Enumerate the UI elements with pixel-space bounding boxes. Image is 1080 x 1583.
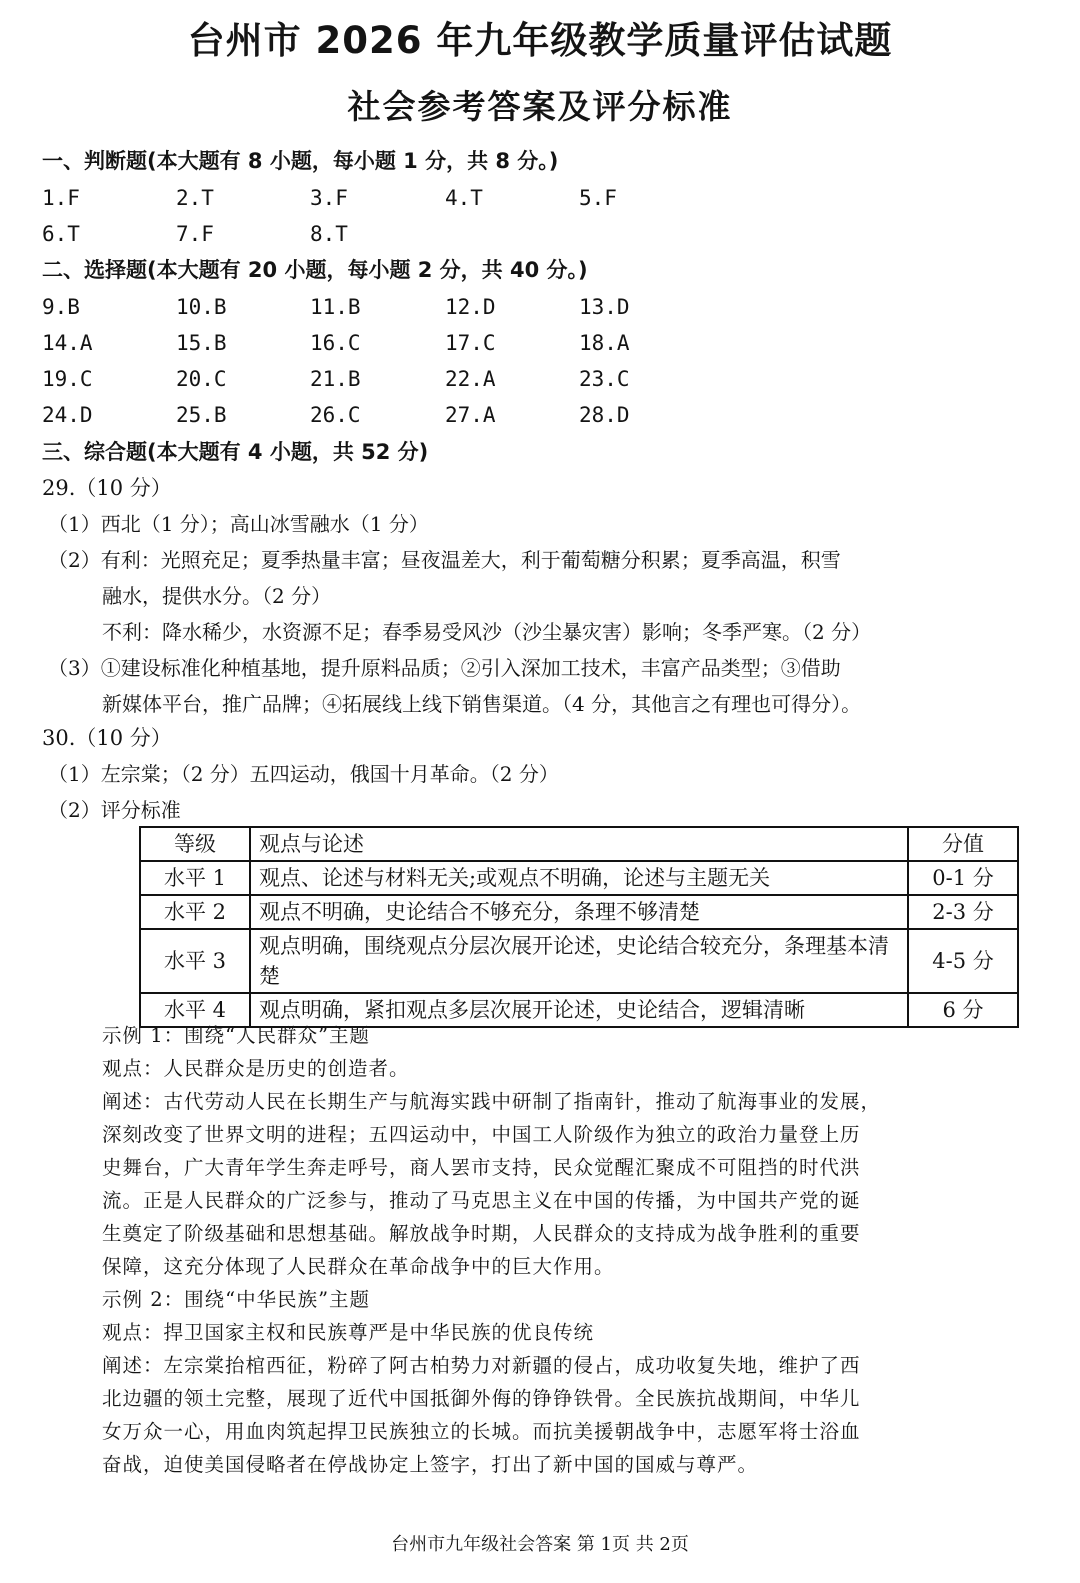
- answer-item: 23.C: [579, 367, 630, 391]
- answer-item: 14.A: [42, 331, 93, 355]
- answer-item: 17.C: [445, 331, 496, 355]
- example1-line: 史舞台，广大青年学生奔走呼号，商人罢市支持，民众觉醒汇聚成不可阻挡的时代洪: [102, 1156, 861, 1179]
- section1-heading: 一、判断题(本大题有 8 小题，每小题 1 分，共 8 分。): [42, 149, 559, 173]
- q29-heading: 29.（10 分）: [42, 476, 172, 500]
- example2-line: 女万众一心，用血肉筑起捍卫民族独立的长城。而抗美援朝战争中，志愿军将士浴血: [102, 1420, 861, 1443]
- q29-part3-line1: （3）①建设标准化种植基地，提升原料品质；②引入深加工技术，丰富产品类型；③借助: [48, 656, 841, 680]
- answer-item: 18.A: [579, 331, 630, 355]
- q29-part3-line2: 新媒体平台，推广品牌；④拓展线上线下销售渠道。（4 分，其他言之有理也可得分）。: [102, 692, 862, 716]
- rubric-score: 2-3 分: [908, 895, 1018, 929]
- rubric-score: 6 分: [908, 993, 1018, 1027]
- column-header-score: 分值: [908, 827, 1018, 861]
- rubric-description: 观点、论述与材料无关;或观点不明确，论述与主题无关: [250, 861, 908, 895]
- q30-heading: 30.（10 分）: [42, 726, 172, 750]
- q30-part1: （1）左宗棠；（2 分）五四运动，俄国十月革命。（2 分）: [48, 762, 559, 786]
- answer-item: 21.B: [310, 367, 361, 391]
- answer-item: 25.B: [176, 403, 227, 427]
- answer-item: 10.B: [176, 295, 227, 319]
- answer-item: 11.B: [310, 295, 361, 319]
- rubric-level: 水平 1: [140, 861, 250, 895]
- column-header-description: 观点与论述: [250, 827, 908, 861]
- rubric-description: 观点明确，紧扣观点多层次展开论述，史论结合，逻辑清晰: [250, 993, 908, 1027]
- example1-line: 流。正是人民群众的广泛参与，推动了马克思主义在中国的传播，为中国共产党的诞: [102, 1189, 861, 1212]
- answer-item: 12.D: [445, 295, 496, 319]
- q30-part2: （2）评分标准: [48, 798, 181, 822]
- answer-item: 4.T: [445, 186, 483, 210]
- example1-line: 阐述：古代劳动人民在长期生产与航海实践中研制了指南针，推动了航海事业的发展，: [102, 1090, 882, 1113]
- rubric-score: 0-1 分: [908, 861, 1018, 895]
- example1-viewpoint: 观点：人民群众是历史的创造者。: [102, 1057, 410, 1080]
- example1-line: 生奠定了阶级基础和思想基础。解放战争时期，人民群众的支持成为战争胜利的重要: [102, 1222, 861, 1245]
- answer-item: 13.D: [579, 295, 630, 319]
- answer-item: 2.T: [176, 186, 214, 210]
- table-row: [140, 895, 1018, 929]
- example1-line: 深刻改变了世界文明的进程；五四运动中，中国工人阶级作为独立的政治力量登上历: [102, 1123, 861, 1146]
- q29-part1: （1）西北（1 分）；高山冰雪融水（1 分）: [48, 512, 429, 536]
- answer-item: 5.F: [579, 186, 617, 210]
- answer-item: 26.C: [310, 403, 361, 427]
- rubric-table: [139, 826, 1019, 1028]
- rubric-level: 水平 3: [140, 929, 250, 993]
- rubric-description: 观点明确，围绕观点分层次展开论述，史论结合较充分，条理基本清楚: [250, 929, 908, 993]
- document-title: 台州市 2026 年九年级教学质量评估试题: [187, 19, 893, 62]
- answer-item: 20.C: [176, 367, 227, 391]
- answer-item: 1.F: [42, 186, 80, 210]
- page-footer: 台州市九年级社会答案 第 1页 共 2页: [391, 1534, 689, 1555]
- q29-part2-line3: 不利：降水稀少，水资源不足；春季易受风沙（沙尘暴灾害）影响；冬季严寒。（2 分）: [102, 620, 872, 644]
- answer-item: 28.D: [579, 403, 630, 427]
- answer-item: 3.F: [310, 186, 348, 210]
- rubric-score: 4-5 分: [908, 929, 1018, 993]
- example2-line: 北边疆的领土完整，展现了近代中国抵御外侮的铮铮铁骨。全民族抗战期间，中华儿: [102, 1387, 861, 1410]
- example1-line: 保障，这充分体现了人民群众在革命战争中的巨大作用。: [102, 1255, 615, 1278]
- q29-part2-line1: （2）有利：光照充足；夏季热量丰富；昼夜温差大，利于葡萄糖分积累；夏季高温，积雪: [48, 548, 841, 572]
- q29-part2-line2: 融水，提供水分。（2 分）: [102, 584, 332, 608]
- table-header-row: [140, 827, 1018, 861]
- example2-line: 阐述：左宗棠抬棺西征，粉碎了阿古柏势力对新疆的侵占，成功收复失地，维护了西: [102, 1354, 861, 1377]
- column-header-level: 等级: [140, 827, 250, 861]
- example2-line: 奋战，迫使美国侵略者在停战协定上签字，打出了新中国的国威与尊严。: [102, 1453, 759, 1476]
- example2-title: 示例 2：围绕“中华民族”主题: [102, 1288, 371, 1311]
- answer-item: 9.B: [42, 295, 80, 319]
- answer-item: 16.C: [310, 331, 361, 355]
- section3-heading: 三、综合题(本大题有 4 小题，共 52 分): [42, 440, 429, 464]
- example2-viewpoint: 观点：捍卫国家主权和民族尊严是中华民族的优良传统: [102, 1321, 595, 1344]
- table-row: [140, 861, 1018, 895]
- section2-heading: 二、选择题(本大题有 20 小题，每小题 2 分，共 40 分。): [42, 258, 588, 282]
- document-subtitle: 社会参考答案及评分标准: [347, 87, 733, 126]
- rubric-description: 观点不明确，史论结合不够充分，条理不够清楚: [250, 895, 908, 929]
- rubric-level: 水平 2: [140, 895, 250, 929]
- answer-item: 22.A: [445, 367, 496, 391]
- answer-item: 7.F: [176, 222, 214, 246]
- answer-item: 24.D: [42, 403, 93, 427]
- answer-item: 27.A: [445, 403, 496, 427]
- answer-item: 6.T: [42, 222, 80, 246]
- answer-item: 19.C: [42, 367, 93, 391]
- example1-title: 示例 1：围绕“人民群众”主题: [102, 1024, 371, 1047]
- answer-item: 15.B: [176, 331, 227, 355]
- rubric-level: 水平 4: [140, 993, 250, 1027]
- table-row: [140, 929, 1018, 993]
- answer-item: 8.T: [310, 222, 348, 246]
